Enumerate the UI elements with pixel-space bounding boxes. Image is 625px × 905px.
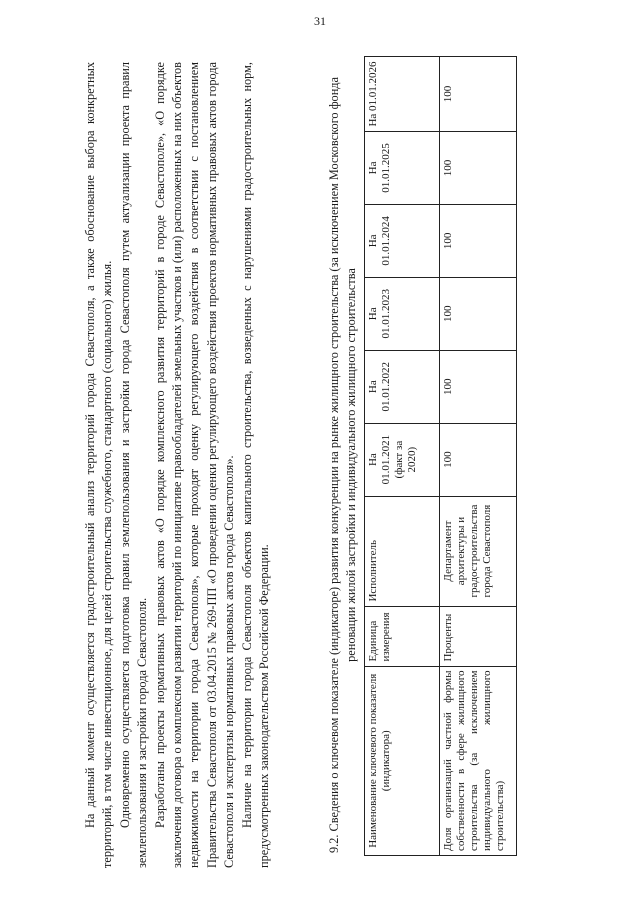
table-cell: Доля организаций частной формы собственности в сфере жилищного строительства (за исключением индивидуального жилищного строительства) (440, 666, 517, 855)
column-header: На 01.01.2025 (365, 131, 440, 204)
column-header: На 01.01.2022 (365, 350, 440, 423)
column-header: Исполнитель (365, 496, 440, 606)
section-title: 9.2. Сведения о ключевом показателе (индикаторе) развития конкуренции на рынке жилищного строительства (за исключением Московского фонда реновации жилой застройки и индивидуального жилищного строительства (327, 77, 359, 854)
column-header: На 01.01.2026 (365, 57, 440, 132)
paragraph: Разработаны проекты нормативных правовых актов «О порядке комплексного развития территорий в городе Севастополе», «О порядке заключения договора о комплексном развитии территорий по инициативе правообладателей земельных участков и (или) расположенных на них объектов недвижимости на территории города Севастополя», которые проходят оценку регулирующего воздействия в соответствии с постановлением Правительства Севастополя от 03.04.2015 № 269-ПП «О проведении оценки регулирующего воздействия проектов нормативных правовых актов города Севастополя и экспертизы нормативных правовых актов города Севастополя». (152, 62, 237, 868)
table-cell: Проценты (440, 606, 517, 666)
column-header: На 01.01.2023 (365, 277, 440, 350)
page-number: 31 (314, 14, 326, 28)
table-cell: 100 (440, 423, 517, 496)
table-cell: 100 (440, 277, 517, 350)
paragraph: Одновременно осуществляется подготовка правил землепользования и застройки города Севастополя путем актуализации проекта правил землепользования и застройки города Севастополя. (117, 62, 150, 868)
column-header: Наименование ключевого показателя (индикатора) (365, 666, 440, 855)
table-cell: Департамент архитектуры и градостроительства города Севастополя (440, 496, 517, 606)
table-cell: 100 (440, 350, 517, 423)
column-header: На 01.01.2021 (факт за 2020) (365, 423, 440, 496)
table-cell: 100 (440, 131, 517, 204)
table-cell: 100 (440, 57, 517, 132)
table-cell: 100 (440, 204, 517, 277)
kpi-table (364, 56, 517, 856)
table-header-row (365, 57, 440, 856)
column-header: Единица измерения (365, 606, 440, 666)
paragraph: На данный момент осуществляется градостроительный анализ территорий города Севастополя, а также обоснование выбора конкретных территорий, в том числе инвестиционное, для целей строительства служебного, стандартного (социального) жилья. (83, 62, 115, 868)
rotated-page-content (82, 48, 506, 868)
column-header: На 01.01.2024 (365, 204, 440, 277)
body-text (82, 62, 273, 868)
table-row (440, 57, 517, 856)
paragraph: Наличие на территории города Севастополя объектов капитального строительства, возведенных с нарушениями градостроительных норм, предусмотренных законодательством Российской Федерации. (239, 62, 272, 868)
